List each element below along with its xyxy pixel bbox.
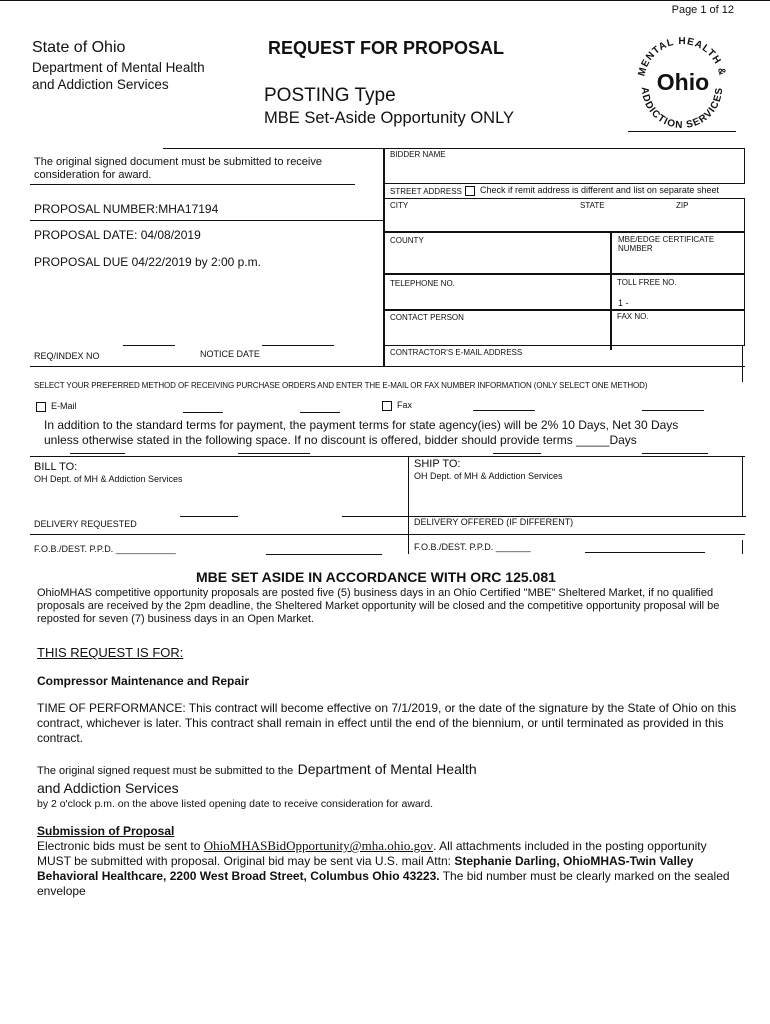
posting-type: POSTING Type: [264, 85, 396, 106]
divider: [266, 554, 382, 555]
ohio-mhas-seal: [632, 30, 732, 130]
fob-left-text: F.O.B./DEST. P.P.D.: [34, 544, 114, 554]
seal-underline: [628, 131, 736, 132]
agency-dept: Department of Mental Health: [32, 60, 205, 75]
signed-request-line1: [37, 761, 477, 779]
divider: [610, 232, 612, 274]
submission-p2: . All attachments included in the posting opportunity MUST be submitted with proposal. Original bid may be sent via U.S. mail Attn:: [37, 839, 707, 868]
divider: [742, 456, 743, 516]
divider: [493, 453, 541, 454]
state-label: STATE: [580, 201, 605, 210]
fax-option-label: Fax: [397, 400, 413, 410]
divider: [408, 456, 409, 554]
request-item: Compressor Maintenance and Repair: [37, 674, 250, 688]
divider: [70, 453, 125, 454]
checkbox-icon: [36, 402, 46, 412]
fob-right-text: F.O.B./DEST. P.P.D.: [414, 542, 494, 552]
divider: [742, 346, 743, 382]
divider: [180, 516, 238, 517]
payment-terms: In addition to the standard terms for payment, the payment terms for state agency(ies) will be 2% 10 Days, Net 30 Days unless otherwise stated in the following space. If no discount is offered, bidder should provide terms _____Days: [44, 418, 679, 447]
page-title: REQUEST FOR PROPOSAL: [268, 38, 505, 58]
bidder-name-label: BIDDER NAME: [390, 150, 446, 159]
divider: [585, 552, 705, 553]
request-for-label: THIS REQUEST IS FOR:: [37, 645, 184, 660]
opportunity-type: MBE Set-Aside Opportunity ONLY: [264, 109, 515, 127]
street-address-label: STREET ADDRESS: [390, 187, 462, 196]
divider: [742, 540, 743, 554]
city-label: CITY: [390, 201, 409, 210]
mbe-heading: MBE SET ASIDE IN ACCORDANCE WITH ORC 125.081: [196, 569, 556, 585]
divider: [642, 453, 708, 454]
fax-label: FAX NO.: [617, 312, 649, 321]
divider: [30, 456, 745, 457]
bid-email-link[interactable]: OhioMHASBidOpportunity@mha.ohio.gov: [203, 838, 434, 853]
remit-note: Check if remit address is different and list on separate sheet: [480, 185, 719, 195]
divider: [30, 184, 355, 185]
ship-to-value: OH Dept. of MH & Addiction Services: [414, 471, 563, 481]
fax-option[interactable]: [382, 400, 412, 411]
signed-request-dept: Department of Mental Health: [297, 761, 477, 777]
remit-check[interactable]: [465, 185, 719, 196]
method-instructions: SELECT YOUR PREFERRED METHOD OF RECEIVING PURCHASE ORDERS AND ENTER THE E-MAIL OR FAX NUMBER INFORMATION (ONLY SELECT ONE METHOD): [34, 381, 648, 390]
delivery-offered: DELIVERY OFFERED (IF DIFFERENT): [414, 517, 574, 527]
email-label: CONTRACTOR'S E-MAIL ADDRESS: [390, 348, 523, 357]
bill-to-label: BILL TO:: [34, 461, 78, 473]
divider: [123, 345, 175, 346]
agency-dept-2: and Addiction Services: [32, 77, 169, 92]
time-of-performance: TIME OF PERFORMANCE: This contract will become effective on 7/1/2019, or the date of the signature by the State of Ohio on this contract, whichever is later. This contract shall remain in effect until the end of the biennium, or until terminated as provided in this contract.: [37, 701, 737, 745]
divider: [163, 148, 385, 149]
seal-top-text: MENTAL HEALTH &: [636, 35, 728, 78]
top-rule: [0, 0, 770, 1]
bill-to-value: OH Dept. of MH & Addiction Services: [34, 474, 183, 484]
toll-free-dash: 1 -: [618, 298, 629, 308]
divider: [30, 534, 745, 535]
divider: [30, 366, 745, 367]
checkbox-icon: [465, 186, 475, 196]
city-state-zip-field[interactable]: [383, 198, 745, 232]
submission-attn: Stephanie Darling, OhioMHAS-Twin Valley Behavioral Healthcare, 2200 West Broad Street, Columbus Ohio 43223.: [37, 854, 694, 883]
email-option[interactable]: [36, 401, 77, 412]
divider: [473, 410, 535, 411]
checkbox-icon: [382, 401, 392, 411]
divider: [183, 412, 223, 413]
proposal-due: PROPOSAL DUE 04/22/2019 by 2:00 p.m.: [34, 255, 262, 269]
divider: [642, 410, 704, 411]
divider: [238, 453, 310, 454]
divider: [300, 412, 340, 413]
notice-date: NOTICE DATE: [200, 349, 260, 359]
divider: [262, 345, 334, 346]
zip-label: ZIP: [676, 201, 689, 210]
submission-p3: The bid number must be clearly marked on the sealed envelope: [37, 869, 730, 898]
county-label: COUNTY: [390, 236, 424, 245]
submission-heading: Submission of Proposal: [37, 824, 175, 838]
telephone-label: TELEPHONE NO.: [390, 279, 455, 288]
mbe-text: OhioMHAS competitive opportunity proposals are posted five (5) business days in an Ohio Certified "MBE" Sheltered Market, if no qualified proposals are received by the 2pm deadline, the Sheltered Market opportunity will be closed and the competitive opportunity proposal will be reposted for seven (7) business days in an Open Market.: [37, 587, 720, 625]
toll-free-label: TOLL FREE NO.: [617, 278, 677, 287]
proposal-date: PROPOSAL DATE: 04/08/2019: [34, 228, 201, 242]
submission-text: [37, 838, 742, 899]
signed-request-dept-2: and Addiction Services: [37, 780, 179, 796]
fob-left: F.O.B./DEST. P.P.D. ____________: [34, 544, 176, 554]
signed-request-deadline: by 2 o'clock p.m. on the above listed opening date to receive consideration for award.: [37, 798, 433, 810]
req-index-no: REQ/INDEX NO: [34, 351, 100, 361]
proposal-number: PROPOSAL NUMBER:MHA17194: [34, 202, 219, 216]
ship-to-label: SHIP TO:: [414, 458, 461, 470]
contact-label: CONTACT PERSON: [390, 313, 464, 322]
page-number: Page 1 of 12: [671, 4, 734, 16]
seal-bottom-text: ADDICTION SERVICES: [638, 86, 726, 130]
seal-center-text: Ohio: [656, 69, 710, 95]
email-option-label: E-Mail: [51, 401, 77, 411]
signed-request-prefix: The original signed request must be submitted to the: [37, 765, 294, 777]
submit-note: The original signed document must be submitted to receive consideration for award.: [34, 156, 322, 181]
agency-state: State of Ohio: [32, 39, 126, 56]
divider: [30, 220, 385, 221]
mbe-cert-label: MBE/EDGE CERTIFICATE NUMBER: [618, 235, 715, 253]
submission-p1: Electronic bids must be sent to: [37, 839, 201, 853]
delivery-requested: DELIVERY REQUESTED: [34, 519, 137, 529]
fob-right: F.O.B./DEST. P.P.D. _______: [414, 542, 531, 552]
